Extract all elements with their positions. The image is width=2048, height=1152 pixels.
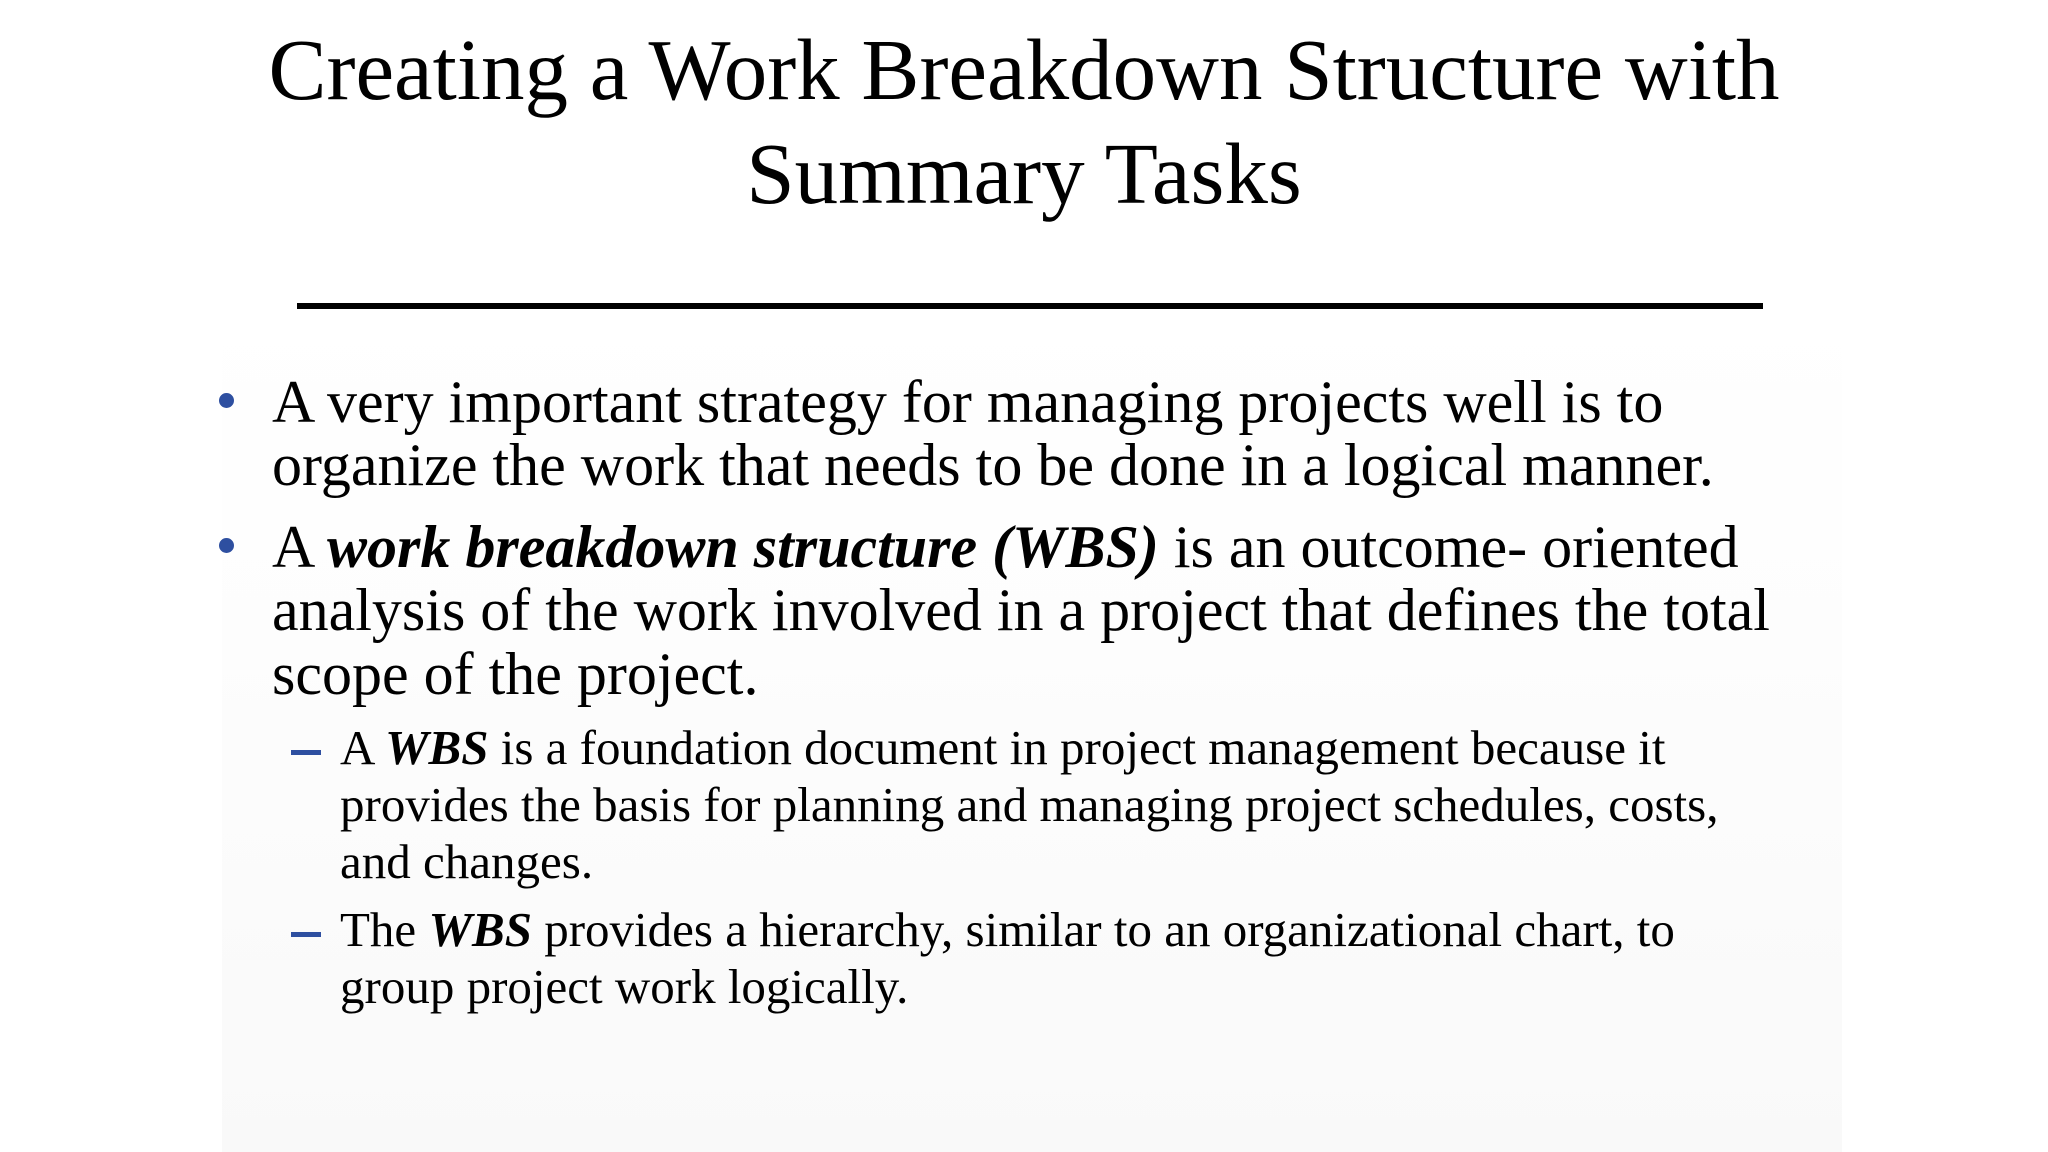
wbs-abbrev: WBS (384, 720, 489, 775)
bullet-1-line-2: organize the work that needs to be done in a logical manner. (272, 432, 1714, 498)
bullet-1-line-1: A very important strategy for managing projects well is to (272, 369, 1664, 435)
wbs-abbrev: WBS (428, 902, 532, 957)
sub-bullet-1-line-1 (340, 720, 1665, 776)
sub-bullet-1-line-3: and changes. (340, 834, 594, 889)
slide-title-line-2: Summary Tasks (746, 125, 1302, 222)
bullet-2-prefix: A (272, 514, 328, 580)
bullet-icon (219, 538, 234, 553)
wbs-term: work breakdown structure (WBS) (327, 514, 1159, 580)
sub-bullet-2-prefix: The (340, 902, 429, 957)
slide-title-line-1: Creating a Work Breakdown Structure with (268, 21, 1780, 118)
sub-bullet-2-line-2: group project work logically. (340, 959, 909, 1014)
sub-bullet-2-after-term: provides a hierarchy, similar to an organizational chart, to (531, 902, 1675, 957)
bullet-2-after-term: is an outcome- oriented (1158, 514, 1739, 580)
sub-bullet-1-line-2: provides the basis for planning and managing project schedules, costs, (340, 777, 1719, 832)
sub-bullet-2-line-1 (340, 902, 1675, 958)
bullet-2-line-2: analysis of the work involved in a project that defines the total (272, 577, 1770, 643)
bullet-2-line-3: scope of the project. (272, 641, 759, 707)
dash-icon (291, 750, 321, 755)
bullet-2-line-1 (272, 515, 1739, 580)
dash-icon (291, 932, 321, 937)
sub-bullet-1-prefix: A (340, 720, 385, 775)
bullet-icon (219, 393, 234, 408)
sub-bullet-1-after-term: is a foundation document in project management because it (488, 720, 1666, 775)
